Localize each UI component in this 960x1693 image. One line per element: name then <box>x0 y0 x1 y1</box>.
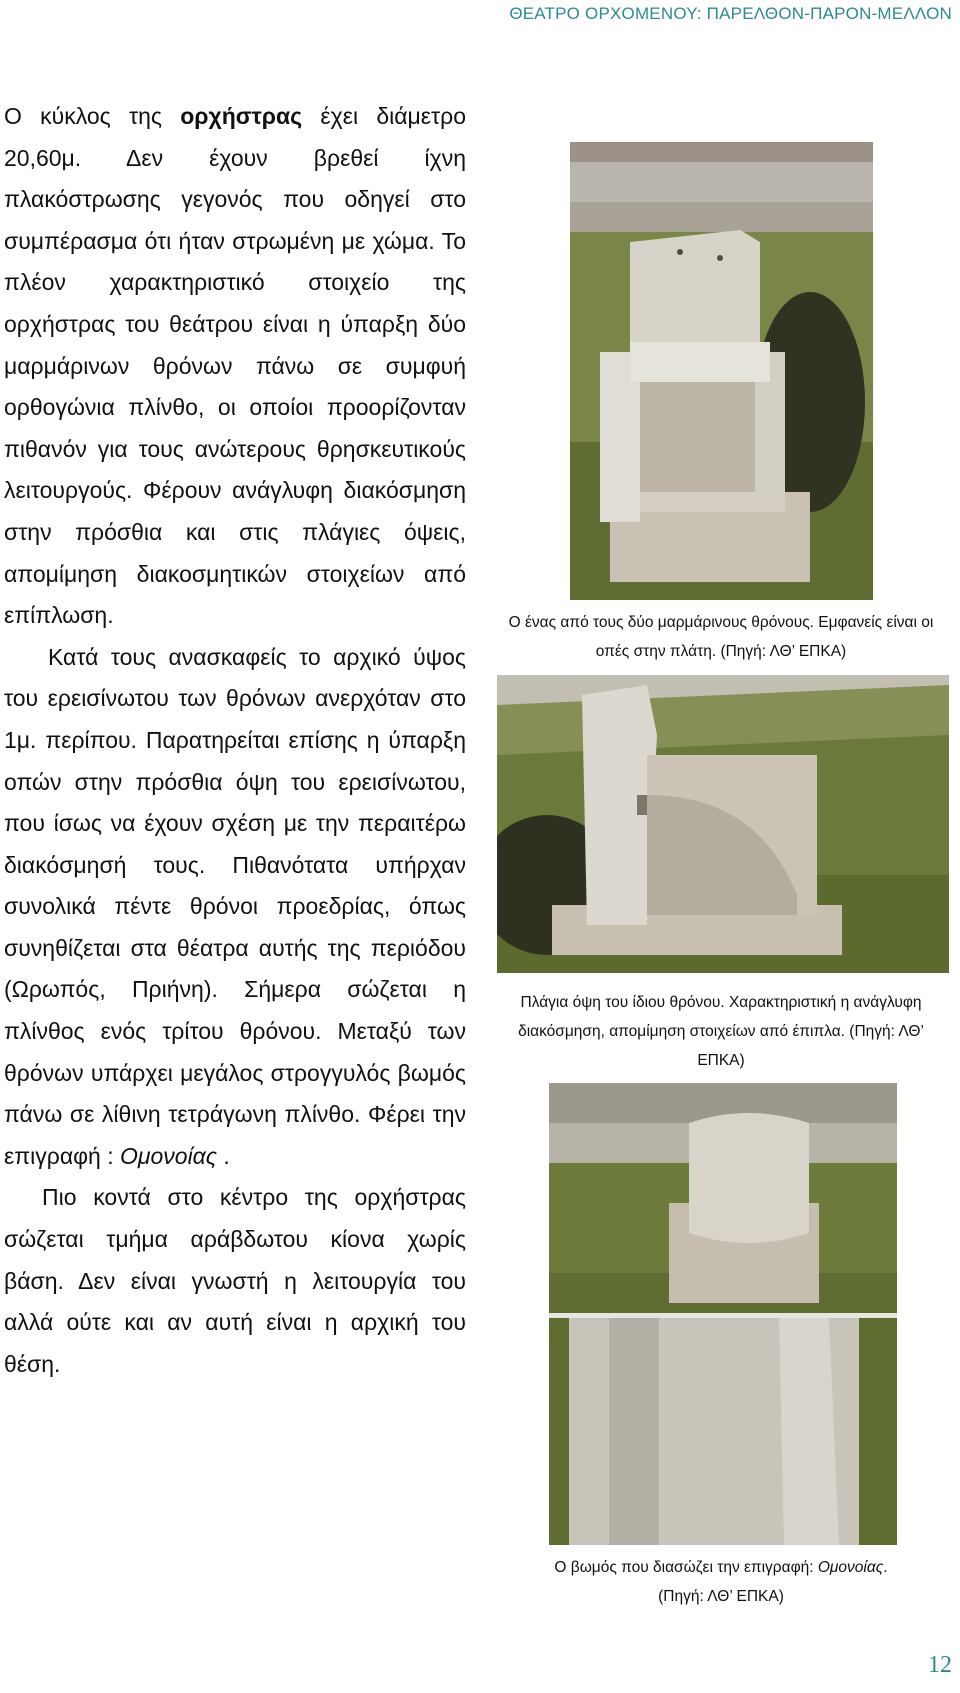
paragraph-text: Κατά τους ανασκαφείς το αρχικό ύψος του ερεισίνωτου των θρόνων ανερχόταν στο 1μ. περίπου. Παρατηρείται επίσης η ύπαρξη οπών στην πρόσθια όψη του ερεισίνωτου, που ίσως να έχουν σχέση με την περαιτέρω διακόσμησή τους. Πιθανότατα υπήρχαν συνολικά πέντε θρόνοι προεδρίας, όπως συνηθίζεται στα θέατρα αυτής της περιόδου (Ωρωπός, Πριήνη). Σήμερα σώζεται η πλίνθος ενός τρίτου θρόνου. Μεταξύ των θρόνων υπάρχει μεγάλος στρογγυλός βωμός πάνω σε λίθινη τετράγωνη πλίνθο. Φέρει την επιγραφή : <box>4 643 466 1169</box>
paragraph-orchestra <box>4 96 466 637</box>
caption-text: . <box>883 1559 888 1576</box>
caption-source: (Πηγή: ΛΘ’ ΕΠΚΑ) <box>658 1588 784 1605</box>
running-header: ΘΕΑΤΡΟ ΟΡΧΟΜΕΝΟΥ: ΠΑΡΕΛΘΟΝ-ΠΑΡΟΝ-ΜΕΛΛΟΝ <box>509 4 952 23</box>
page-number: 12 <box>928 1652 952 1678</box>
main-text-column <box>4 96 466 1385</box>
paragraph-text: . <box>217 1142 230 1169</box>
caption-throne-front: Ο ένας από τους δύο μαρμάρινους θρόνους. Εμφανείς είναι οι οπές στην πλάτη. (Πηγή: ΛΘ’ ΕΠΚΑ) <box>508 614 934 660</box>
paragraph-text: Ο κύκλος της <box>4 103 181 129</box>
caption-italic-inscription: Ομονοίας <box>817 1559 884 1576</box>
throne-front-photo <box>570 142 873 600</box>
caption-throne-side: Πλάγια όψη του ίδιου θρόνου. Χαρακτηριστική η ανάγλυφη διακόσμηση, απομίμηση στοιχείων από έπιπλα. (Πηγή: ΛΘ’ ΕΠΚΑ) <box>518 994 924 1069</box>
caption-altar <box>506 1553 936 1611</box>
paragraph-column: Πιο κοντά στο κέντρο της ορχήστρας σώζεται τμήμα αράβδωτου κίονα χωρίς βάση. Δεν είναι γνωστή η λειτουργία του αλλά ούτε και αν αυτή είναι η αρχική του θέση. <box>4 1184 466 1377</box>
bold-term: ορχήστρας <box>180 103 303 129</box>
paragraph-thrones <box>4 637 466 1178</box>
caption-text: Ο βωμός που διασώζει την επιγραφή: <box>554 1559 818 1576</box>
throne-side-photo <box>497 675 949 973</box>
paragraph-text: έχει διάμετρο 20,60μ. Δεν έχουν βρεθεί ίχνη πλακόστρωσης γεγονός που οδηγεί στο συμπέρασμα ότι ήταν στρωμένη με χώμα. Το πλέον χαρακτηριστικό στοιχείο της ορχήστρας του θεάτρου είναι η ύπαρξη δύο μαρμάρινων θρόνων πάνω σε συμφυή ορθογώνια πλίνθο, οι οποίοι προορίζονταν πιθανόν για τους ανώτερους θρησκευτικούς λειτουργούς. Φέρουν ανάγλυφη διακόσμηση στην πρόσθια και στις πλάγιες όψεις, απομίμηση διακοσμητικών στοιχείων από επίπλωση. <box>4 103 466 629</box>
italic-inscription: Ομονοίας <box>120 1142 217 1169</box>
altar-photo <box>549 1083 897 1545</box>
